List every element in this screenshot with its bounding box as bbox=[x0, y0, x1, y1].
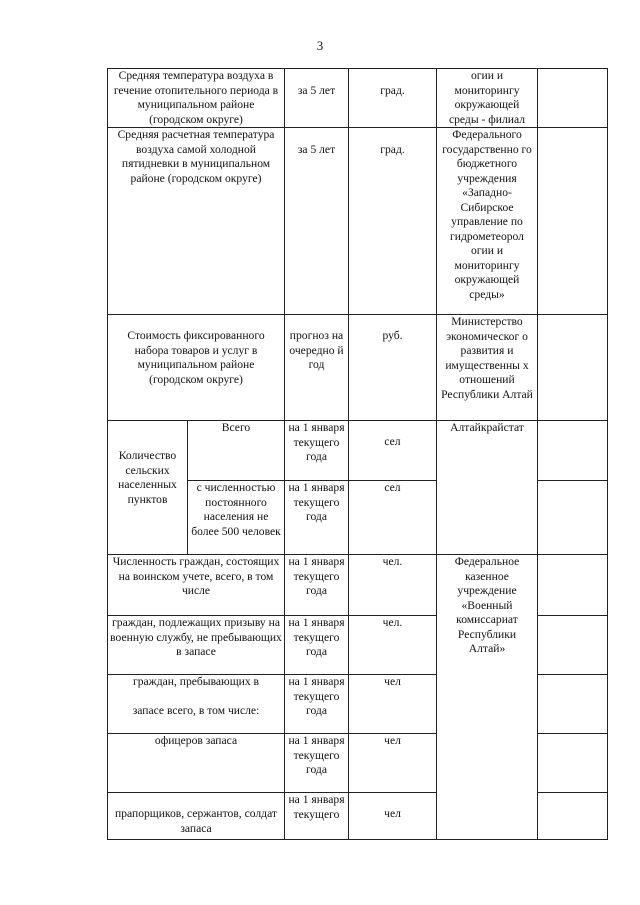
unit-cell: руб. bbox=[349, 315, 437, 421]
indicator-cell: с численностью постоянного населения не более 500 человек bbox=[188, 481, 285, 555]
period-cell: на 1 января текущего года bbox=[285, 616, 349, 675]
table-row bbox=[108, 315, 608, 421]
empty-cell bbox=[538, 128, 608, 315]
table-row bbox=[108, 69, 608, 128]
empty-cell bbox=[538, 793, 608, 840]
source-cell: Федерального государственно го бюджетного учреждения «Западно-Сибирское управление по гидрометеорол огии и мониторингу окружающей среды» bbox=[437, 128, 538, 315]
indicator-cell: Средняя температура воздуха в гечение отопительного периода в муниципальном районе (городском округе) bbox=[108, 69, 285, 128]
indicator-cell: прапорщиков, сержантов, солдат запаса bbox=[108, 793, 285, 840]
indicator-cell: офицеров запаса bbox=[108, 734, 285, 793]
group-label-cell: Количество сельских населенных пунктов bbox=[108, 421, 188, 555]
table-row bbox=[108, 555, 608, 616]
period-cell: на 1 января текущего года bbox=[285, 675, 349, 734]
empty-cell bbox=[538, 675, 608, 734]
source-cell: огии и мониторингу окружающей среды - филиал bbox=[437, 69, 538, 128]
table-row bbox=[108, 128, 608, 315]
unit-cell: град. bbox=[349, 69, 437, 128]
empty-cell bbox=[538, 616, 608, 675]
unit-cell: сел bbox=[349, 481, 437, 555]
period-cell: за 5 лет bbox=[285, 128, 349, 315]
data-table bbox=[107, 68, 608, 840]
period-cell: на 1 января текущего bbox=[285, 793, 349, 840]
indicator-cell: Численность граждан, состоящих на воинском учете, всего, в том числе bbox=[108, 555, 285, 616]
indicator-line: запасе всего, в том числе: bbox=[132, 703, 260, 717]
unit-cell: чел. bbox=[349, 616, 437, 675]
empty-cell bbox=[538, 555, 608, 616]
empty-cell bbox=[538, 315, 608, 421]
unit-cell: град. bbox=[349, 128, 437, 315]
period-cell: за 5 лет bbox=[285, 69, 349, 128]
indicator-cell: граждан, подлежащих призыву на военную службу, не пребывающих в запасе bbox=[108, 616, 285, 675]
source-cell: Алтайкрайстат bbox=[437, 421, 538, 555]
unit-cell: чел bbox=[349, 675, 437, 734]
unit-cell: чел bbox=[349, 734, 437, 793]
period-cell: на 1 января текущего года bbox=[285, 734, 349, 793]
unit-cell: сел bbox=[349, 421, 437, 481]
table-row bbox=[108, 421, 608, 481]
unit-cell: чел bbox=[349, 793, 437, 840]
unit-cell: чел. bbox=[349, 555, 437, 616]
source-cell: Министерство экономическог о развития и имущественны х отношений Республики Алтай bbox=[437, 315, 538, 421]
indicator-cell bbox=[108, 675, 285, 734]
indicator-cell: Средняя расчетная температура воздуха самой холодной пятидневки в муниципальном районе (городском округе) bbox=[108, 128, 285, 315]
empty-cell bbox=[538, 734, 608, 793]
period-cell: на 1 января текущего года bbox=[285, 421, 349, 481]
period-cell: на 1 января текущего года bbox=[285, 481, 349, 555]
empty-cell bbox=[538, 481, 608, 555]
empty-cell bbox=[538, 69, 608, 128]
period-cell: прогноз на очередно й год bbox=[285, 315, 349, 421]
source-cell: Федеральное казенное учреждение «Военный комиссариат Республики Алтай» bbox=[437, 555, 538, 840]
empty-cell bbox=[538, 421, 608, 481]
page-number: 3 bbox=[316, 38, 324, 53]
indicator-cell: Стоимость фиксированного набора товаров и услуг в муниципальном районе (городском округе) bbox=[108, 315, 285, 421]
period-cell: на 1 января текущего года bbox=[285, 555, 349, 616]
indicator-cell: Всего bbox=[188, 421, 285, 481]
indicator-line: граждан, пребывающих в bbox=[132, 675, 260, 688]
